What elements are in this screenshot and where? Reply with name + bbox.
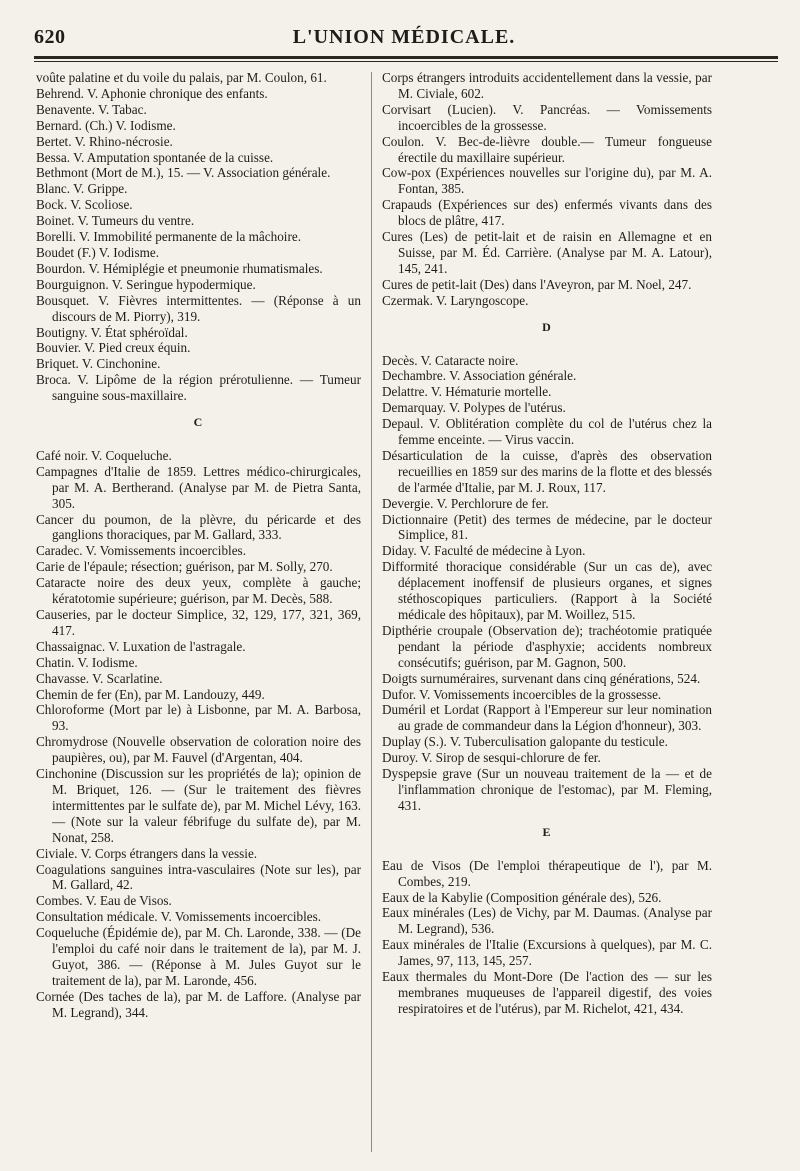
index-entry: Civiale. V. Corps étrangers dans la vessie. [36,845,258,861]
header-rule-thin [34,61,778,62]
index-entry: Briquet. V. Cinchonine. [36,356,161,372]
index-entry: voûte palatine et du voile du palais, par M. Coulon, 61. [36,70,327,85]
index-entry: Boudet (F.) V. Iodisme. [36,244,160,260]
page-header [34,20,774,54]
page-number: 620 [34,26,66,48]
index-entry: Duméril et Lordat (Rapport à l'Empereur sur leur nomination au grade de commandeur dans la Légion d'honneur), 303. [382,702,712,734]
index-entry: Consultation médicale. V. Vomissements incoercibles. [36,909,322,925]
header-rule [34,56,778,59]
section-letter: C [193,415,204,430]
index-entry: Boutigny. V. État sphéroïdal. [36,324,188,340]
index-entry: Benavente. V. Tabac. [36,101,147,117]
index-entry: Difformité thoracique considérable (Sur un cas de), avec déplacement inoffensif de plusieurs organes, et signes stéthoscopiques particuliers. (Rapport à la Société médicale des hôpitaux), par M. Woillez, 515. [382,559,712,622]
index-entry: Désarticulation de la cuisse, d'après des observation recueillies en 1859 sur des marins de la flotte et des blessés de l'armée d'Italie, par M. J. Roux, 117. [382,447,712,495]
index-entry: Coulon. V. Bec-de-lièvre double.— Tumeur fongueuse érectile du maxillaire supérieur. [382,133,712,165]
index-entry: Duroy. V. Sirop de sesqui-chlorure de fer. [382,750,601,766]
index-entry: Bethmont (Mort de M.), 15. — V. Association générale. [36,165,331,181]
index-entry: Bousquet. V. Fièvres intermittentes. — (Réponse à un discours de M. Piorry), 319. [36,292,361,324]
index-entry: Chemin de fer (En), par M. Landouzy, 449. [36,686,265,702]
section-letter: E [542,824,552,839]
index-entry: Cataracte noire des deux yeux, complète à gauche; kératotomie supérieure; guérison, par M. Decès, 588. [36,575,361,607]
index-entry: Depaul. V. Oblitération complète du col de l'utérus chez la femme enceinte. — Virus vaccin. [382,416,712,448]
index-entry: Eau de Visos (De l'emploi thérapeutique de l'), par M. Combes, 219. [382,857,712,889]
index-entry: Bourdon. V. Hémiplégie et pneumonie rhumatismales. [36,260,323,276]
index-entry: Eaux minérales de l'Italie (Excursions à quelques), par M. C. James, 97, 113, 145, 257. [382,937,712,969]
index-entry: Causeries, par le docteur Simplice, 32, 129, 177, 321, 369, 417. [36,607,361,638]
index-entry: Dechambre. V. Association générale. [382,368,577,384]
index-entry: Cures de petit-lait (Des) dans l'Aveyron, par M. Noel, 247. [382,276,692,292]
index-entry: Bouvier. V. Pied creux équin. [36,340,191,356]
column-divider [371,72,372,1152]
index-column-right [382,70,712,1017]
index-entry: Decès. V. Cataracte noire. [382,352,519,368]
index-entry: Cures (Les) de petit-lait et de raisin en Allemagne et en Suisse, par M. Éd. Carrière. (Analyse par M. A. Latour), 145, 241. [382,229,712,276]
index-entry: Doigts surnuméraires, survenant dans cinq générations, 524. [382,670,701,686]
index-entry: Chavasse. V. Scarlatine. [36,670,163,686]
index-entry: Bourguignon. V. Seringue hypodermique. [36,276,256,292]
index-entry: Corvisart (Lucien). V. Pancréas. — Vomissements incoercibles de la grossesse. [382,101,712,133]
index-entry: Cinchonine (Discussion sur les propriétés de la); opinion de M. Briquet, 126. — (Sur le traitement des fièvres intermittentes par le sulfate de), par M. Michel Lévy, 163. — (Note sur la valeur fébrifuge du sulfate de), par M. Nonat, 258. [36,766,361,845]
index-entry: Chassaignac. V. Luxation de l'astragale. [36,638,246,654]
index-entry: Duplay (S.). V. Tuberculisation galopante du testicule. [382,734,668,750]
index-entry: Dufor. V. Vomissements incoercibles de la grossesse. [382,686,662,702]
index-entry: Bernard. (Ch.) V. Iodisme. [36,117,176,133]
index-entry: Café noir. V. Coqueluche. [36,447,172,463]
index-entry: Chloroforme (Mort par le) à Lisbonne, par M. A. Barbosa, 93. [36,702,361,734]
index-entry: Eaux minérales (Les) de Vichy, par M. Daumas. (Analyse par M. Legrand), 536. [382,905,712,937]
index-entry: Boinet. V. Tumeurs du ventre. [36,213,195,229]
index-entry: Combes. V. Eau de Visos. [36,893,172,909]
index-column-left [36,70,361,1021]
index-entry: Cow-pox (Expériences nouvelles sur l'origine du), par M. A. Fontan, 385. [382,165,712,197]
index-entry: Chatin. V. Iodisme. [36,654,138,670]
index-entry: Behrend. V. Aphonie chronique des enfants. [36,85,268,101]
running-title: L'UNION MÉDICALE. [292,26,516,48]
index-entry: Bessa. V. Amputation spontanée de la cuisse. [36,149,274,165]
index-entry: Dyspepsie grave (Sur un nouveau traitement de la — et de l'inflammation chronique de l'estomac), par M. Fleming, 431. [382,766,712,813]
index-entry: Coagulations sanguines intra-vasculaires (Note sur les), par M. Gallard, 42. [36,861,361,893]
index-entry: Eaux de la Kabylie (Composition générale des), 526. [382,889,662,905]
index-entry: Diday. V. Faculté de médecine à Lyon. [382,543,586,559]
index-entry: Bock. V. Scoliose. [36,197,133,213]
index-entry: Crapauds (Expériences sur des) enfermés vivants dans des blocs de plâtre, 417. [382,197,712,229]
index-entry: Eaux thermales du Mont-Dore (De l'action des — sur les membranes muqueuses de l'appareil digestif, des voies respiratoires et de l'utérus), par M. Richelot, 421, 434. [382,969,712,1016]
index-entry: Borelli. V. Immobilité permanente de la mâchoire. [36,229,302,245]
index-entry: Campagnes d'Italie de 1859. Lettres médico-chirurgicales, par M. A. Bertherand. (Analyse par M. de Pietra Santa, 305. [36,463,361,511]
index-entry: Dipthérie croupale (Observation de); trachéotomie pratiquée pendant la période d'asphyxie; accidents nombreux consécutifs; guérison, par M. Gagnon, 500. [382,622,712,670]
index-entry: Dictionnaire (Petit) des termes de médecine, par le docteur Simplice, 81. [382,511,712,543]
index-entry: Bertet. V. Rhino-nécrosie. [36,133,173,149]
index-entry: Czermak. V. Laryngoscope. [382,292,529,308]
index-entry: Broca. V. Lipôme de la région prérotulienne. — Tumeur sanguine sous-maxillaire. [36,372,361,404]
index-entry: Devergie. V. Perchlorure de fer. [382,495,549,511]
index-entry: Coqueluche (Épidémie de), par M. Ch. Laronde, 338. — (De l'emploi du café noir dans le traitement de la), par M. J. Guyot, 386. — (Réponse à M. Jules Guyot sur le traitement de la), par M. Laronde, 456. [36,925,361,988]
index-entry: Corps étrangers introduits accidentellement dans la vessie, par M. Civiale, 602. [382,70,712,101]
index-entry: Delattre. V. Hématurie mortelle. [382,384,552,400]
index-entry: Demarquay. V. Polypes de l'utérus. [382,400,566,416]
index-entry: Blanc. V. Grippe. [36,181,128,197]
index-entry: Cornée (Des taches de la), par M. de Laffore. (Analyse par M. Legrand), 344. [36,988,361,1020]
section-letter: D [542,319,552,334]
index-entry: Carie de l'épaule; résection; guérison, par M. Solly, 270. [36,559,333,575]
index-entry: Caradec. V. Vomissements incoercibles. [36,543,246,559]
index-entry: Cancer du poumon, de la plèvre, du péricarde et des ganglions thoraciques, par M. Gallard, 333. [36,511,361,543]
index-entry: Chromydrose (Nouvelle observation de coloration noire des paupières, ou), par M. Fauvel (d'Argentan, 404. [36,734,361,766]
